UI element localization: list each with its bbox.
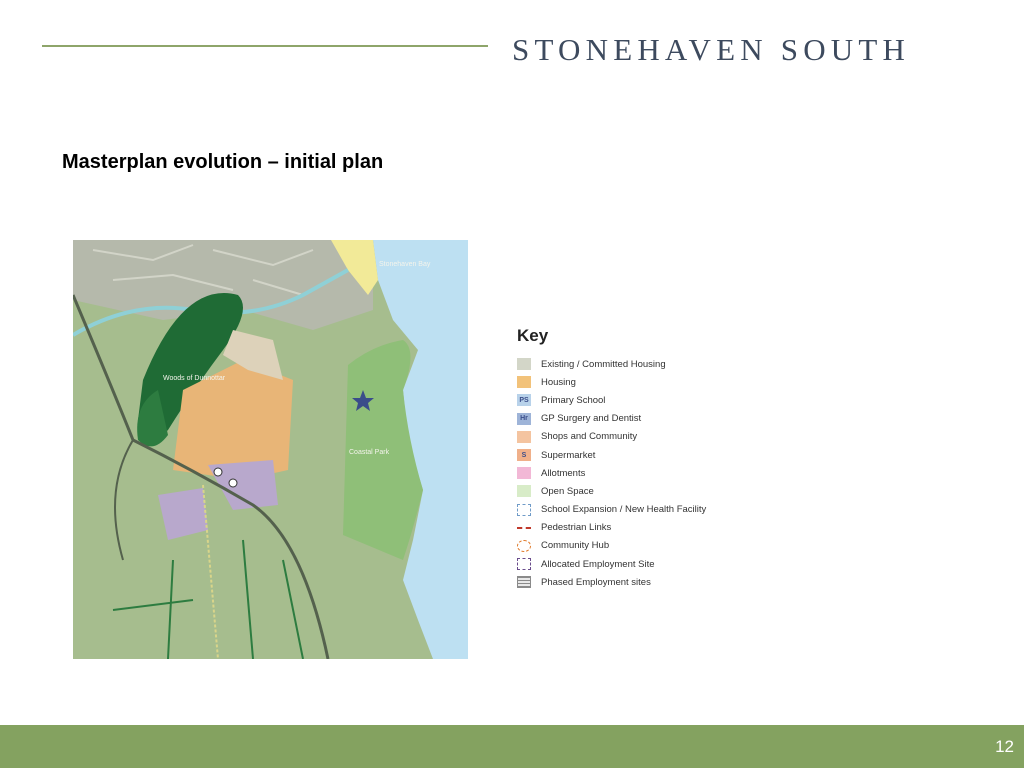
key-label: Allotments — [541, 467, 586, 479]
map-label-coastal-park: Coastal Park — [349, 449, 390, 456]
brand-title: STONEHAVEN SOUTH — [512, 32, 911, 67]
key-item — [517, 555, 777, 573]
key-item — [517, 428, 777, 446]
key-label: Pedestrian Links — [541, 522, 612, 534]
key-swatch — [517, 467, 531, 479]
key-swatch — [517, 527, 531, 529]
key-label: Allocated Employment Site — [541, 558, 655, 570]
key-swatch: PS — [517, 394, 531, 406]
key-label: Housing — [541, 376, 576, 388]
key-label: School Expansion / New Health Facility — [541, 504, 707, 516]
key-item — [517, 355, 777, 373]
key-label: Open Space — [541, 485, 594, 497]
key-item — [517, 410, 777, 428]
header-rule — [42, 45, 488, 47]
key-swatch: Hr — [517, 413, 531, 425]
map-label-bay: Stonehaven Bay — [379, 261, 431, 268]
key-swatch — [517, 504, 531, 516]
key-label: Community Hub — [541, 540, 610, 552]
key-swatch — [517, 358, 531, 370]
masterplan-map — [73, 240, 468, 659]
key-label: Primary School — [541, 394, 606, 406]
map-key — [517, 326, 777, 591]
key-swatch: S — [517, 449, 531, 461]
key-item — [517, 373, 777, 391]
map-label-woods: Woods of Dunnottar — [163, 375, 226, 382]
slide-title: Masterplan evolution – initial plan — [62, 151, 384, 173]
key-label: Phased Employment sites — [541, 576, 651, 588]
key-swatch — [517, 431, 531, 443]
key-item — [517, 464, 777, 482]
key-swatch — [517, 576, 531, 588]
key-label: Supermarket — [541, 449, 596, 461]
key-items — [517, 355, 777, 591]
key-label: Shops and Community — [541, 431, 638, 443]
key-swatch — [517, 376, 531, 388]
key-swatch — [517, 558, 531, 570]
page-number: 12 — [995, 737, 1014, 756]
key-item — [517, 482, 777, 500]
key-swatch — [517, 485, 531, 497]
key-item — [517, 519, 777, 537]
key-swatch — [517, 540, 531, 552]
key-title: Key — [517, 326, 549, 345]
key-item — [517, 573, 777, 591]
key-label: Existing / Committed Housing — [541, 358, 666, 370]
key-item — [517, 391, 777, 409]
key-item — [517, 501, 777, 519]
key-item — [517, 446, 777, 464]
footer-bar — [0, 725, 1024, 768]
key-label: GP Surgery and Dentist — [541, 413, 642, 425]
key-item — [517, 537, 777, 555]
